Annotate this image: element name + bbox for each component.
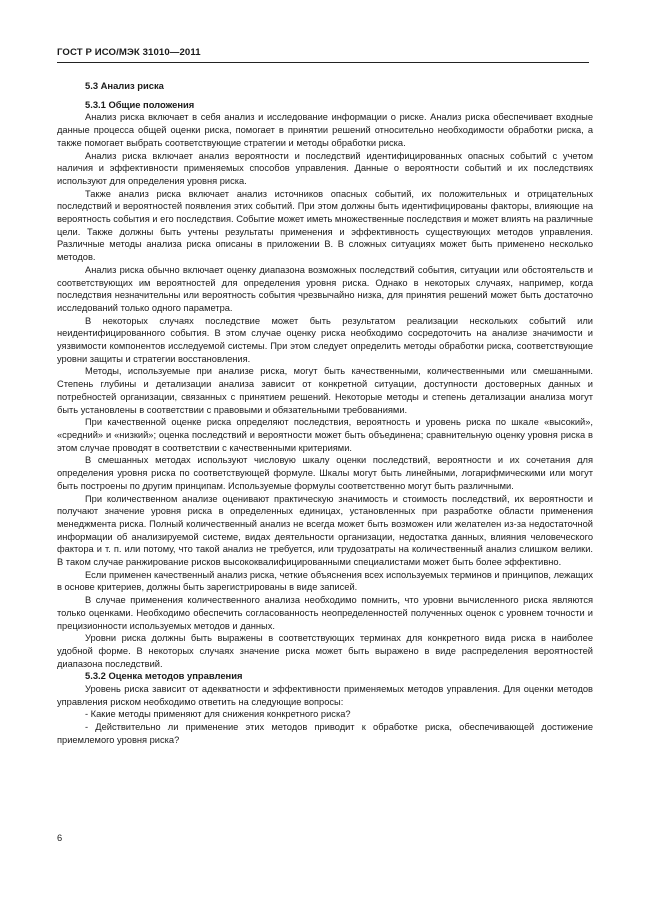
paragraph: Уровень риска зависит от адекватности и эффективности применяемых методов управления. Для оценки методов управления риском необходимо ответить на следующие вопросы: — [57, 684, 593, 707]
subsection-title: 5.3.1 Общие положения — [85, 98, 195, 110]
paragraph: Также анализ риска включает анализ источников опасных событий, их положительных и отрицательных последствий и вероятностей появления этих событий. При этом должны быть идентифицированы факторы, влияющие на вероятность события и его последствия. Событие может иметь множественные последствия и может влиять на различные цели. Также должны быть учтены результаты применения и эффективность существующих методов управления. Различные методы анализа риска описаны в приложении В. В сложных ситуациях может быть применено несколько методов. — [57, 188, 593, 263]
paragraph: В случае применения количественного анализа необходимо помнить, что уровни вычисленного риска являются только оценками. Необходимо обеспечить согласованность неопределенностей полученных оценок с уровнем точности и прецизионности используемых методов и данных. — [57, 595, 593, 631]
paragraph: При качественной оценке риска определяют последствия, вероятность и уровень риска по шкале «высокий», «средний» и «низкий»; оценка последствий и вероятности может быть объединена; сравнительную оценку уровня риска в этом случае проводят в соответствии с качественными критериями. — [57, 417, 593, 453]
paragraph: В смешанных методах используют числовую шкалу оценки последствий, вероятности и их сочетания для определения уровня риска по соответствующей формуле. Шкалы могут быть линейными, логарифмическими или могут быть построены по другим принципам. Используемые формулы соответственно могут быть различными. — [57, 455, 593, 491]
subsection-title: 5.3.2 Оценка методов управления — [85, 670, 243, 682]
paragraph: Уровни риска должны быть выражены в соответствующих терминах для конкретного вида риска в наиболее удобной форме. В некоторых случаях значение риска может быть выражено в виде распределения вероятностей диапазона последствий. — [57, 633, 593, 669]
paragraph: При количественном анализе оценивают практическую значимость и стоимость последствий, их вероятности и получают значение уровня риска в определенных единицах, установленных при разработке области применения менеджмента риска. Полный количественный анализ не всегда может быть возможен или желателен из-за недостаточной информации об анализируемой системе, видах деятельности организации, недостатка данных, влияния человеческого фактора и т. п. или потому, что такой анализ не требуется, или трудозатраты на количественный анализ слишком велики. В таком случае ранжирование рисков высококвалифицированными специалистами может быть более эффективно. — [57, 493, 593, 568]
list-item: - Какие методы применяют для снижения конкретного риска? — [85, 709, 351, 720]
paragraph: Если применен качественный анализ риска, четкие объяснения всех используемых терминов и принципов, лежащих в основе критериев, должны быть зарегистрированы в виде записей. — [57, 569, 593, 593]
section-title: 5.3 Анализ риска — [85, 80, 164, 91]
paragraph: В некоторых случаях последствие может быть результатом реализации нескольких событий или неидентифицированного события. В этом случае оценку риска необходимо сосредоточить на анализе значимости и уязвимости компонентов исследуемой системы. При этом следует определить методы обработки риска, соответствующие уровни защиты и стратегии восстановления. — [57, 315, 593, 364]
header-rule — [57, 62, 589, 63]
page-body — [57, 80, 593, 747]
paragraph: Анализ риска включает в себя анализ и исследование информации о риске. Анализ риска обеспечивает входные данные процесса общей оценки риска, помогает в принятии решений относительно необходимости обработки риска, а также помогает выбрать соответствующие стратегии и методы обработки риска. — [57, 112, 593, 148]
paragraph: Анализ риска включает анализ вероятности и последствий идентифицированных опасных событий с учетом наличия и эффективности применяемых способов управления. Данные о вероятности событий и их последствиях используют для определения уровня риска. — [57, 150, 593, 186]
document-header: ГОСТ Р ИСО/МЭК 31010—2011 — [57, 47, 201, 58]
list-item: - Действительно ли применение этих методов приводит к обработке риска, обеспечивающей достижение приемлемого уровня риска? — [57, 722, 593, 745]
question-list — [57, 708, 593, 746]
paragraph: Методы, используемые при анализе риска, могут быть качественными, количественными или смешанными. Степень глубины и детализации анализа зависит от конкретной ситуации, доступности достоверных данных и потребностей организации, связанных с принятием решений. Некоторые методы и степень детализации анализа могут быть установлены в соответствии с правовыми и обязательными требованиями. — [57, 366, 593, 415]
paragraph: Анализ риска обычно включает оценку диапазона возможных последствий события, ситуации или обстоятельств и соответствующих им вероятностей для определения уровня риска. Однако в некоторых случаях, например, когда последствия незначительны или вероятность события чрезвычайно низка, для принятия решений может быть достаточно исследований только одного параметра. — [57, 264, 593, 313]
page-number: 6 — [57, 833, 63, 843]
